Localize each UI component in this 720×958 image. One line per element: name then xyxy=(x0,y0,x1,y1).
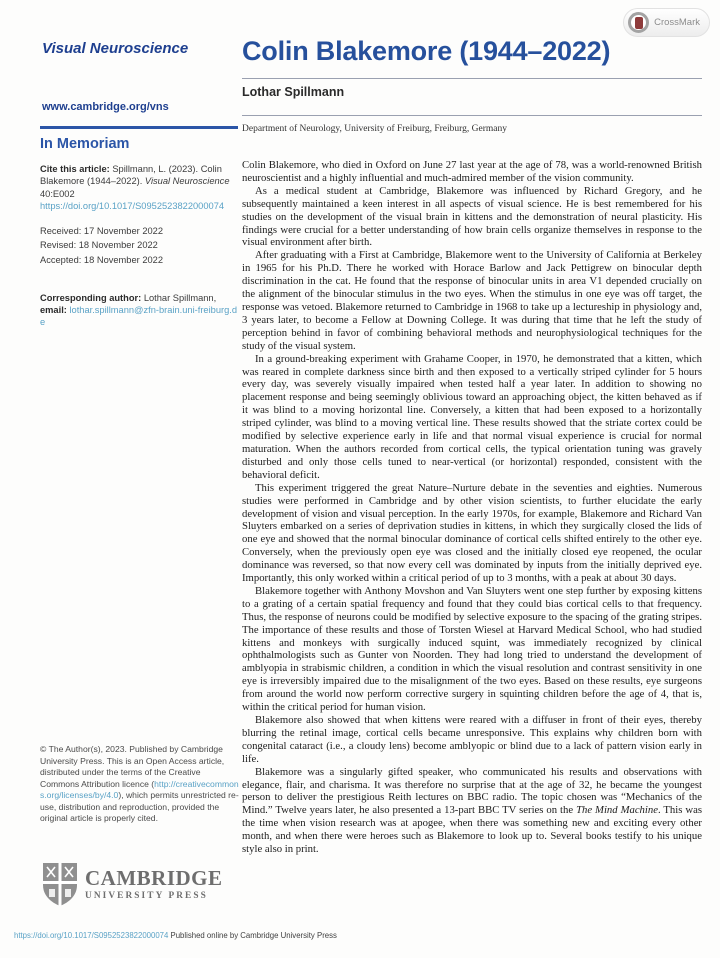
article-paragraph: Blakemore was a singularly gifted speaker, who communicated his results and observations with elegance, flair, and charisma. It was therefore no surprise that at the age of 32, he became the youngest person to deliver the prestigious Reith lectures on BBC radio. The topic chosen was “Mechanics of the Mind.” Twelve years later, he also presented a 13-part BBC TV series on the The Mind Machine. This was the time when vision research was at apogee, when there was something new and exciting every other month, and when there were heroes such as Blakemore to look up to. Several books testify to his unique style also in print. xyxy=(242,765,702,856)
copyright-text-after: ), which permits unrestricted re-use, distribution and reproduction, provided the original article is properly cited. xyxy=(40,790,239,824)
cite-journal: Visual Neuroscience xyxy=(144,176,230,187)
main-column xyxy=(242,36,702,856)
cite-text: Spillmann, L. (2023). Colin Blakemore (1944–2022). xyxy=(40,164,222,187)
received-date: Received: 17 November 2022 xyxy=(40,226,163,237)
article-paragraph: Blakemore also showed that when kittens were reared with a diffuser in front of their eyes, thereby blurring the retinal image, cortical cells became unresponsive. This explains why children born with congenital cataract (i.e., a cloudy lens) become amblyopic or blind due to a lack of pattern vision early in life. xyxy=(242,714,702,765)
article-paragraph: As a medical student at Cambridge, Blakemore was influenced by Richard Gregory, and he subsequently maintained a keen interest in all aspects of visual science. He is best remembered for his studies on the development of the visual brain in kittens and the demonstration of neural plasticity. His findings were crucial for a better understanding of how brain cells organize themselves in response to the visual environment after birth. xyxy=(242,184,702,249)
crossmark-icon xyxy=(628,12,649,33)
article-paragraph: In a ground-breaking experiment with Grahame Cooper, in 1970, he demonstrated that a kitten, which was reared in complete darkness since birth and then exposed to a vertically striped cylinder for 5 hours every day, was severely visually impaired when tested half a year later. In addition to showing no placement response and being seemingly oblivious toward an approaching object, the kitten behaved as if it was blind to a moving horizontal line. Conversely, a kitten that had been exposed to a horizontally striped cylinder, was blind to a moving vertical line. These results showed that the striate cortex could be modified by selective experience early in life and that normal visual experience is crucial for normal maturation. When the authors recorded from cortical cells, the typical orientation tuning was gravely disturbed and only those cells tuned to near-vertical (or horizontal) responded, consistent with the behavioral deficit. xyxy=(242,352,702,481)
article-paragraph: Blakemore together with Anthony Movshon and Van Sluyters went one step further by exposing kittens to a grating of a certain spatial frequency and found that they could bias cortical cells to that frequency. Thus, the response of neurons could be modified by selective exposure to the spacing of the grating stripes. The importance of these results and those of Torsten Wiesel at Harvard Medical School, who had studied kittens and monkeys with surgically induced squint, was immediately recognized by clinical ophthalmologists such as Gunter von Noorden. They had long tried to understand the development of amblyopia in strabismic children, a condition in which the visual resolution and contrast sensitivity in one eye is irreversibly impaired due to the misalignment of the two eyes. Based on these results, eye surgeons from around the world now perform corrective surgery in squinting children before the age of 4, that is, within the critical period for human vision. xyxy=(242,584,702,714)
crossmark-label: CrossMark xyxy=(654,17,700,28)
article-body xyxy=(242,159,702,856)
copyright-notice xyxy=(40,744,240,825)
revised-date: Revised: 18 November 2022 xyxy=(40,240,158,251)
journal-name: Visual Neuroscience xyxy=(42,40,189,57)
page-title: Colin Blakemore (1944–2022) xyxy=(242,36,611,66)
page-footer xyxy=(14,931,337,940)
citation-block xyxy=(40,163,238,212)
section-label: In Memoriam xyxy=(40,136,130,152)
email-link[interactable]: lothar.spillmann@zfn-brain.uni-freiburg.de xyxy=(40,305,238,328)
footer-published-text: Published online by Cambridge University Press xyxy=(168,931,337,940)
history-dates xyxy=(40,225,238,266)
cambridge-shield-icon xyxy=(42,862,78,907)
corresponding-label: Corresponding author: xyxy=(40,292,142,303)
author-name: Lothar Spillmann xyxy=(242,85,345,100)
copyright-text-before: © The Author(s), 2023. Published by Cambridge University Press. This is an Open Access article, distributed under the terms of the Creative Commons Attribution licence ( xyxy=(40,744,225,789)
email-label: email: xyxy=(40,305,67,316)
accepted-date: Accepted: 18 November 2022 xyxy=(40,254,164,265)
crossmark-badge[interactable] xyxy=(623,8,710,37)
corresponding-name: Lothar Spillmann, xyxy=(141,292,217,303)
footer-doi-link[interactable]: https://doi.org/10.1017/S0952523822000074 xyxy=(14,931,169,940)
license-link[interactable]: http://creativecommons.org/licenses/by/4.0 xyxy=(40,778,239,801)
divider xyxy=(242,115,702,116)
article-paragraph: After graduating with a First at Cambridge, Blakemore went to the University of California at Berkeley in 1965 for his Ph.D. There he worked with Horace Barlow and Jack Pettigrew on binocular depth discrimination in the cat. He found that the response of binocular units in area V1 depended crucially on the alignment of the binocular stimulus in the two eyes. When the stimulus in one eye was off target, the response was vetoed. Blakemore returned to Cambridge in 1968 to take up a lectureship in physiology and, 3 years later, to become a Fellow at Downing College. It was during that time that he left the study of perception behind in favor of combining behavioral methods and neurophysiological techniques for the study of the visual system. xyxy=(242,249,702,352)
sidebar-in-memoriam xyxy=(40,126,238,329)
cite-volume: 40:E002 xyxy=(40,188,75,199)
cite-doi-link[interactable]: https://doi.org/10.1017/S0952523822000074 xyxy=(40,200,225,211)
cite-label: Cite this article: xyxy=(40,164,110,174)
article-paragraph: This experiment triggered the great Nature–Nurture debate in the seventies and eighties. Numerous studies were performed in Cambridge and by other vision scientists, to further elucidate the early development of vision and visual perception. In the early 1970s, for example, Blakemore and Richard Van Sluyters embarked on a series of deprivation studies in kittens, in which they surgically closed the lids of one eye and showed that the normal binocular dominance of cortical cells shifted entirely to the other eye. Conversely, when the previously open eye was closed and the initially closed eye reopened, the ocular dominance was reversed, so that now every cell was dominated by inputs from the initially deprived eye. Importantly, this only worked within a critical period of up to 3 months, with a peak at about 30 days. xyxy=(242,481,702,585)
article-paragraph: Colin Blakemore, who died in Oxford on June 27 last year at the age of 78, was a world-renowned British neuroscientist and a highly influential and much-admired member of the vision community. xyxy=(242,159,702,184)
corresponding-author-block xyxy=(40,292,238,329)
publisher-name: CAMBRIDGE xyxy=(85,866,223,890)
journal-url-link[interactable]: www.cambridge.org/vns xyxy=(42,101,169,113)
publisher-subname: UNIVERSITY PRESS xyxy=(85,891,208,901)
publisher-logo xyxy=(42,862,223,907)
author-affiliation: Department of Neurology, University of Freiburg, Freiburg, Germany xyxy=(242,124,507,135)
